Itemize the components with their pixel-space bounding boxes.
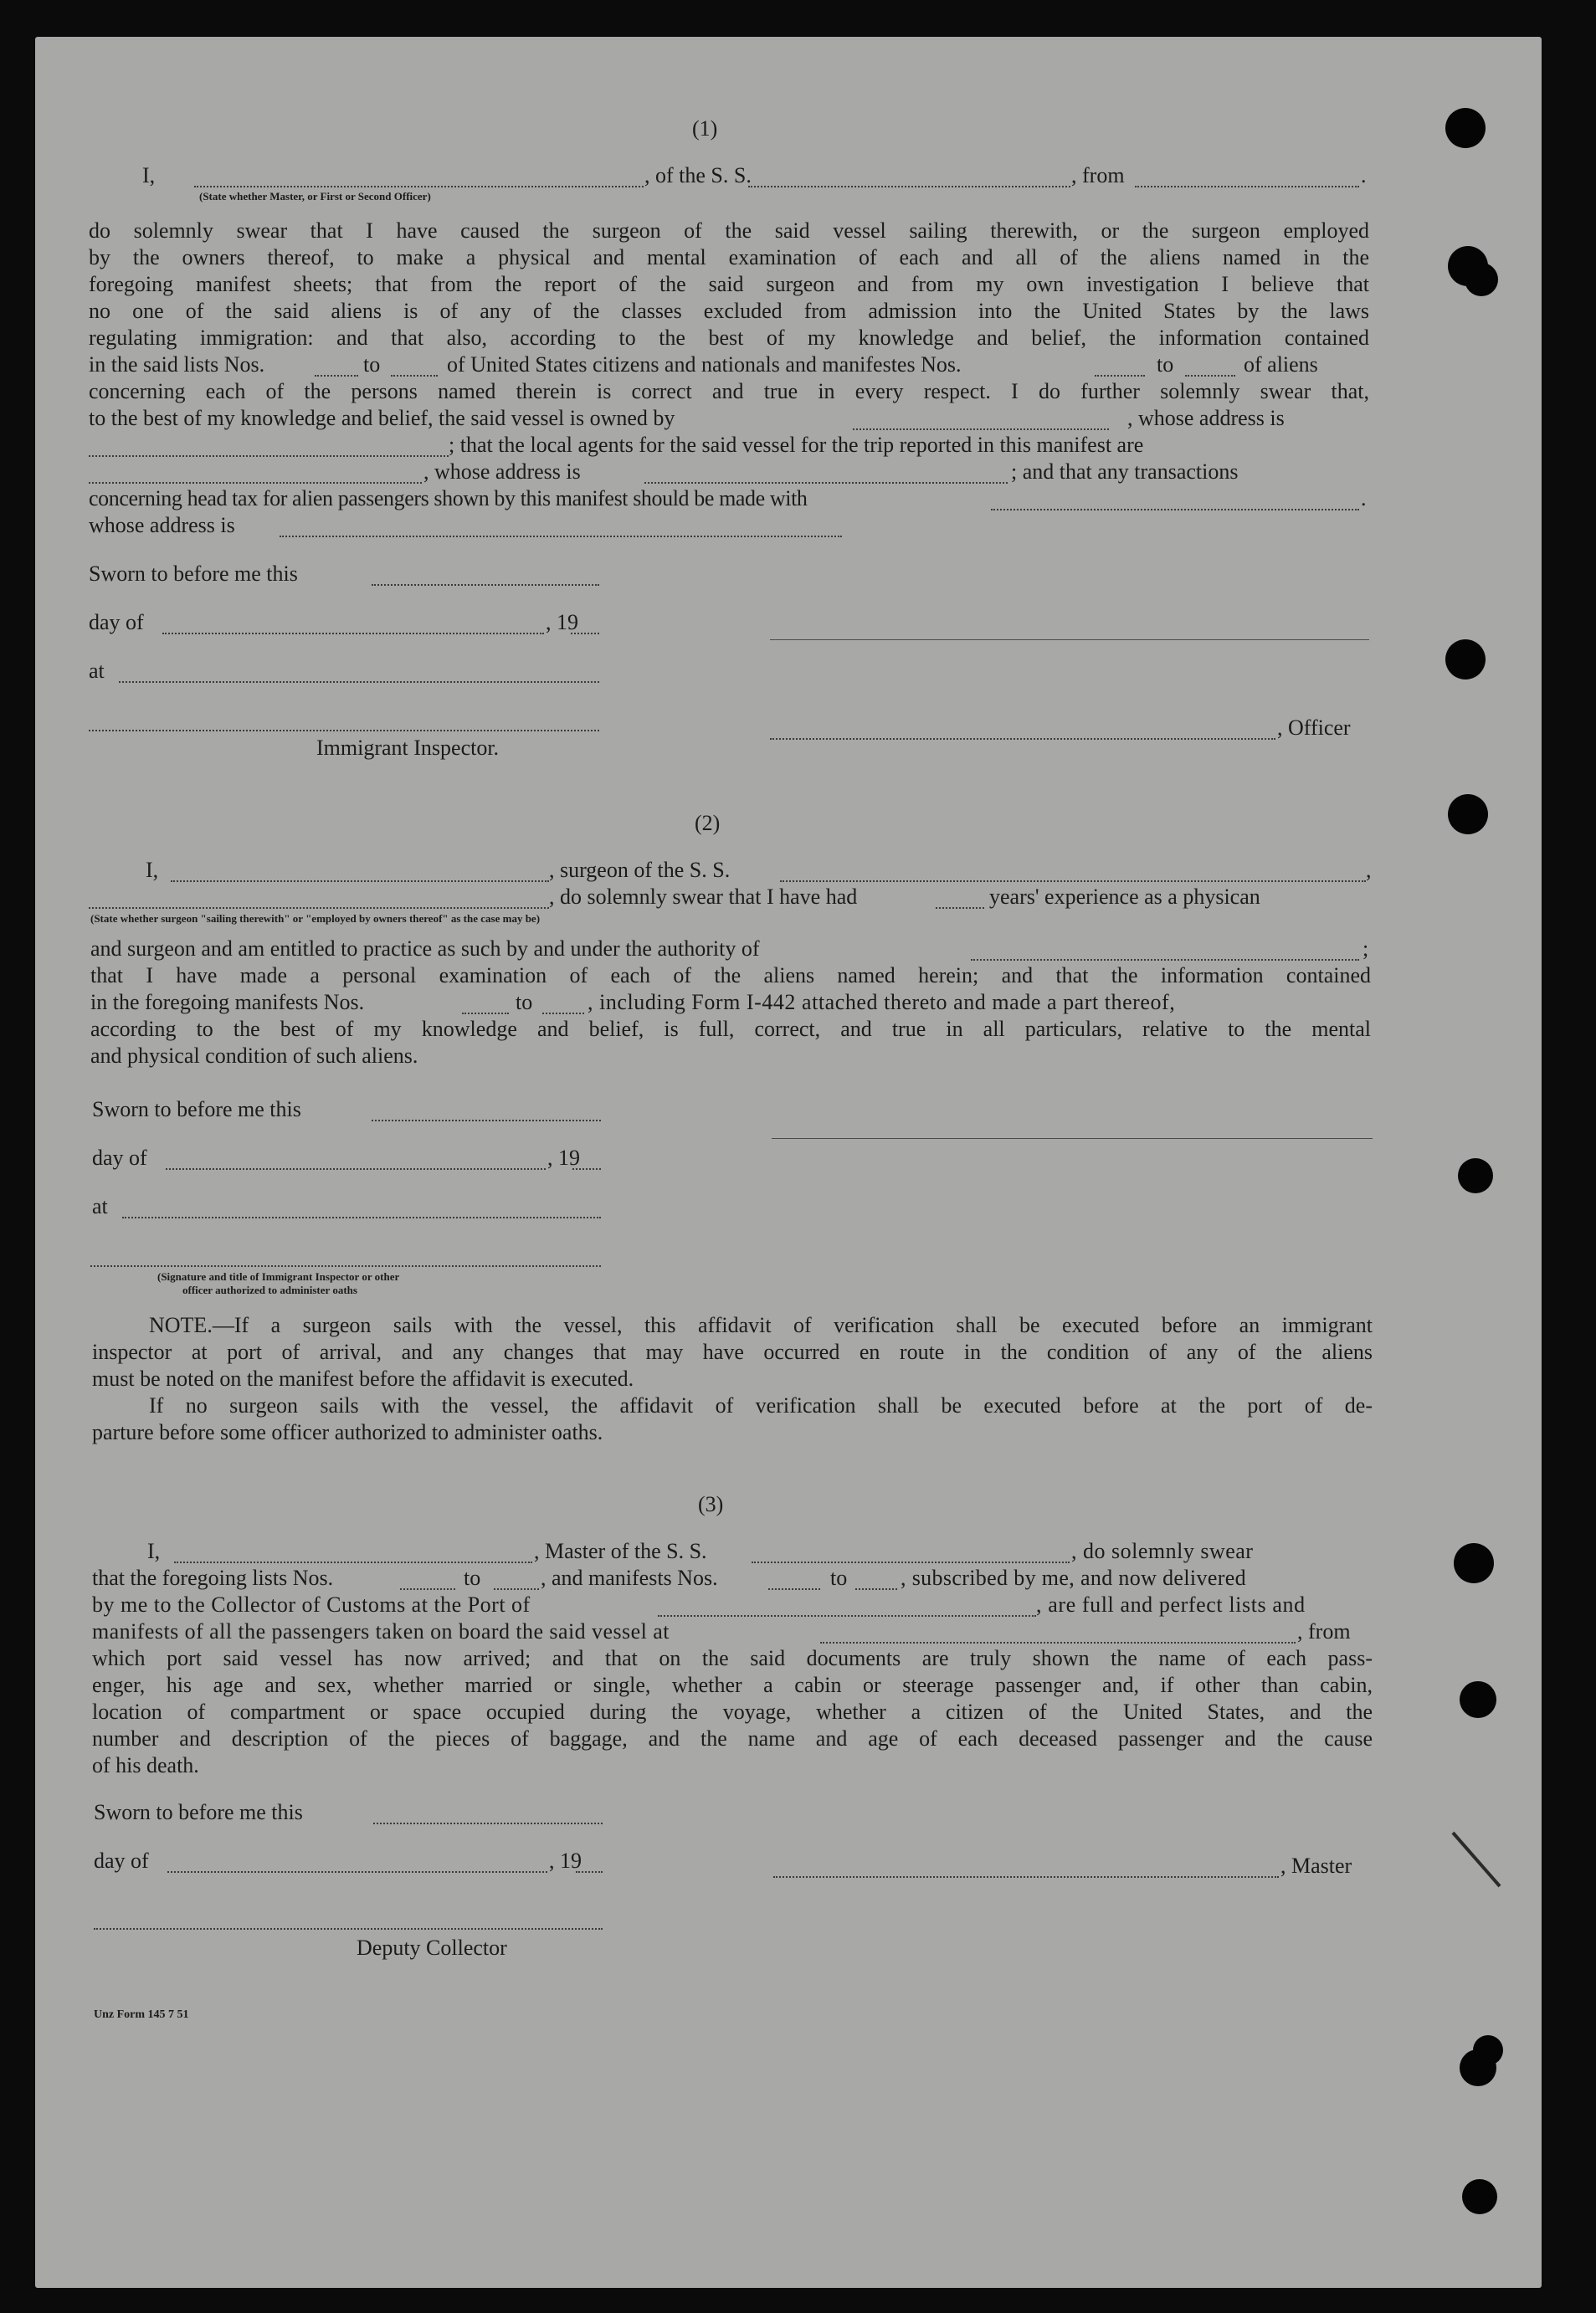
- section-1-heading: (1): [692, 116, 718, 141]
- s2-comma: ,: [1366, 858, 1372, 882]
- s1-officer-signature-field[interactable]: [770, 738, 1275, 740]
- s1-owned-label: to the best of my knowledge and belief, the said vessel is owned by: [89, 406, 675, 430]
- form-page: [35, 37, 1542, 2288]
- s1-manifests-from-field[interactable]: [1095, 375, 1145, 377]
- s1-line-5: regulating immigration: and that also, according to the best of my knowledge and belief, the information contained: [89, 326, 1369, 350]
- s2-authority-field[interactable]: [971, 959, 1359, 961]
- s2-manifests-to-field[interactable]: [542, 1013, 584, 1014]
- punch-hole: [1448, 794, 1488, 834]
- s2-year-field[interactable]: [572, 1168, 601, 1170]
- s2-semicolon: ;: [1363, 936, 1369, 961]
- s2-line-2: that I have made a personal examination of each of the aliens named herein; and that the information contained: [90, 963, 1371, 987]
- s1-address-label: , whose address is: [1127, 406, 1285, 430]
- s1-from-field[interactable]: [1135, 186, 1359, 187]
- s1-at-field[interactable]: [119, 681, 599, 683]
- s3-year-field[interactable]: [576, 1871, 603, 1873]
- s2-manifests-from-field[interactable]: [462, 1013, 509, 1014]
- s1-agents-label: ; that the local agents for the said vessel for the trip reported in this manifest are: [449, 433, 1144, 457]
- s3-year-label: , 19: [549, 1849, 582, 1873]
- s1-inspector-label: Immigrant Inspector.: [316, 736, 500, 760]
- s2-signature-hint-2: officer authorized to administer oaths: [182, 1284, 357, 1296]
- s1-owner-field[interactable]: [853, 428, 1109, 430]
- s1-officer-field[interactable]: [194, 186, 644, 187]
- s3-from-label: , from: [1297, 1619, 1351, 1644]
- s2-surgeon-type-field[interactable]: [89, 907, 549, 909]
- s3-subscribed-label: , subscribed by me, and now delivered: [901, 1566, 1246, 1590]
- punch-hole: [1454, 1543, 1494, 1583]
- s2-years-field[interactable]: [936, 907, 984, 909]
- s3-manifests-to-field[interactable]: [855, 1588, 897, 1590]
- punch-hole: [1473, 2035, 1503, 2065]
- s1-sworn-date-field[interactable]: [372, 584, 599, 586]
- s2-note-5: parture before some officer authorized to administer oaths.: [92, 1420, 603, 1444]
- s2-authority-label: and surgeon and am entitled to practice as such by and under the authority of: [90, 936, 760, 961]
- punch-hole: [1465, 263, 1498, 296]
- s2-note-3: must be noted on the manifest before the affidavit is executed.: [92, 1367, 634, 1391]
- s3-lists-from-field[interactable]: [400, 1588, 455, 1590]
- punch-hole: [1460, 1681, 1496, 1718]
- punch-hole: [1458, 1158, 1493, 1193]
- s2-surgeon-label: , surgeon of the S. S.: [549, 858, 731, 882]
- s2-note-2: inspector at port of arrival, and any changes that may have occurred en route in the condition of any of the aliens: [92, 1340, 1373, 1364]
- s1-of-ss-label: , of the S. S.: [644, 163, 752, 187]
- s1-sworn-label: Sworn to before me this: [89, 562, 298, 586]
- s3-master-sig-label: , Master: [1280, 1854, 1352, 1878]
- s3-lists-label: that the foregoing lists Nos.: [92, 1566, 334, 1590]
- s3-port-field[interactable]: [658, 1615, 1036, 1617]
- s3-swear-label: , do solemnly swear: [1071, 1539, 1254, 1563]
- s1-owner-address-field[interactable]: [89, 455, 449, 457]
- s1-officer-signature-line-1[interactable]: [770, 639, 1369, 640]
- s1-vessel-field[interactable]: [748, 186, 1070, 187]
- s3-port-label: by me to the Collector of Customs at the Port of: [92, 1592, 531, 1617]
- s3-i-label: I,: [147, 1539, 161, 1563]
- s3-full-lists-label: , are full and perfect lists and: [1036, 1592, 1306, 1617]
- s1-headtax-address-field[interactable]: [280, 536, 842, 537]
- s2-line-4: according to the best of my knowledge and belief, is full, correct, and true in all particulars, relative to the mental: [90, 1017, 1371, 1041]
- s2-line-5: and physical condition of such aliens.: [90, 1044, 418, 1068]
- s3-deputy-signature-field[interactable]: [94, 1928, 603, 1930]
- s3-line-4: which port said vessel has now arrived; and that on the said documents are truly shown the name of each pass-: [92, 1646, 1373, 1670]
- s3-master-label: , Master of the S. S.: [534, 1539, 707, 1563]
- s3-to-label-2: to: [830, 1566, 848, 1590]
- s1-line-7: concerning each of the persons named therein is correct and true in every respect. I do further solemnly swear that,: [89, 379, 1369, 403]
- s1-line-3: foregoing manifest sheets; that from the report of the said surgeon and from my own investigation I believe that: [89, 272, 1369, 296]
- s1-officer-hint: (State whether Master, or First or Second Officer): [199, 190, 431, 203]
- s1-aliens-label: of aliens: [1244, 352, 1318, 377]
- s2-i-label: I,: [146, 858, 159, 882]
- s3-manifests-label: , and manifests Nos.: [541, 1566, 718, 1590]
- s3-day-field[interactable]: [167, 1871, 547, 1873]
- s2-year-label: , 19: [547, 1146, 580, 1170]
- s3-lists-to-field[interactable]: [494, 1588, 539, 1590]
- s1-agent-address-label: , whose address is: [423, 459, 581, 484]
- s2-signature-hint-1: (Signature and title of Immigrant Inspector or other: [157, 1270, 400, 1283]
- s1-to-label: to: [363, 352, 381, 377]
- s2-note-4: If no surgeon sails with the vessel, the affidavit of verification shall be executed before at the port of de-: [149, 1393, 1373, 1418]
- s2-manifests-label: in the foregoing manifests Nos.: [90, 990, 365, 1014]
- s2-sworn-label: Sworn to before me this: [92, 1097, 301, 1121]
- s1-agent-address-field[interactable]: [644, 482, 1008, 484]
- s1-line-4: no one of the said aliens is of any of the classes excluded from admission into the United States by the laws: [89, 299, 1369, 323]
- s2-inspector-signature-field[interactable]: [90, 1265, 601, 1267]
- punch-hole: [1445, 108, 1486, 148]
- s2-day-field[interactable]: [166, 1168, 546, 1170]
- s2-experience-label: years' experience as a physican: [989, 885, 1260, 909]
- s3-master-name-field[interactable]: [174, 1562, 532, 1563]
- s1-headtax-period: .: [1361, 486, 1367, 510]
- section-3-heading: (3): [698, 1492, 724, 1516]
- s1-line-1: do solemnly swear that I have caused the surgeon of the said vessel sailing therewith, or the surgeon employed: [89, 218, 1369, 243]
- staple-mark: [1450, 1828, 1508, 1895]
- s2-vessel-field[interactable]: [780, 880, 1366, 882]
- s2-surgeon-type-hint: (State whether surgeon "sailing therewith" or "employed by owners thereof" as the case may be): [90, 912, 541, 925]
- s1-day-field[interactable]: [162, 633, 544, 634]
- s1-headtax-label: concerning head tax for alien passengers shown by this manifest should be made with: [89, 486, 808, 510]
- s1-lists-from-field[interactable]: [315, 375, 358, 377]
- s2-at-label: at: [92, 1194, 108, 1218]
- s3-line-6: location of compartment or space occupied during the voyage, whether a citizen of the United States, and the: [92, 1700, 1373, 1724]
- s3-line-8: of his death.: [92, 1753, 199, 1777]
- s2-at-field[interactable]: [122, 1217, 601, 1218]
- s1-period: .: [1361, 163, 1367, 187]
- s3-master-signature-field[interactable]: [773, 1876, 1279, 1878]
- s3-vessel-field[interactable]: [752, 1562, 1070, 1563]
- form-number: Unz Form 145 7 51: [94, 2008, 189, 2021]
- s1-citizens-label: of United States citizens and nationals and manifestes Nos.: [447, 352, 962, 377]
- s1-i-label: I,: [142, 163, 156, 187]
- s3-deputy-label: Deputy Collector: [357, 1936, 507, 1960]
- s3-taken-label: manifests of all the passengers taken on board the said vessel at: [92, 1619, 670, 1644]
- s1-lists-label: in the said lists Nos.: [89, 352, 265, 377]
- s1-from-label: , from: [1071, 163, 1125, 187]
- s1-at-label: at: [89, 659, 105, 683]
- s3-origin-field[interactable]: [820, 1642, 1296, 1644]
- s2-dayof-label: day of: [92, 1146, 147, 1170]
- punch-hole: [1462, 2179, 1497, 2214]
- s1-whose-address-label: whose address is: [89, 513, 235, 537]
- s1-to-label-2: to: [1157, 352, 1174, 377]
- s1-manifests-to-field[interactable]: [1185, 375, 1235, 377]
- s1-officer-label: , Officer: [1277, 715, 1351, 740]
- s1-lists-to-field[interactable]: [391, 375, 438, 377]
- s1-agents-field[interactable]: [89, 482, 422, 484]
- s3-sworn-date-field[interactable]: [373, 1823, 603, 1824]
- s3-manifests-from-field[interactable]: [768, 1588, 820, 1590]
- section-2-heading: (2): [695, 811, 721, 835]
- s3-sworn-label: Sworn to before me this: [94, 1800, 303, 1824]
- s1-line-2: by the owners thereof, to make a physical and mental examination of each and all of the aliens named in the: [89, 245, 1369, 269]
- s3-to-label: to: [464, 1566, 481, 1590]
- s1-headtax-field[interactable]: [991, 509, 1359, 510]
- punch-hole: [1445, 639, 1486, 680]
- s3-line-7: number and description of the pieces of baggage, and the name and age of each deceased passenger and the cause: [92, 1726, 1373, 1751]
- s1-transactions-label: ; and that any transactions: [1011, 459, 1239, 484]
- s2-surgeon-signature-line[interactable]: [772, 1138, 1373, 1139]
- s3-dayof-label: day of: [94, 1849, 149, 1873]
- s2-surgeon-name-field[interactable]: [171, 880, 549, 882]
- s1-dayof-label: day of: [89, 610, 144, 634]
- s2-to-label: to: [516, 990, 533, 1014]
- s1-year-label: , 19: [546, 610, 578, 634]
- s3-line-5: enger, his age and sex, whether married or single, whether a cabin or steerage passenger and, if other than cabin,: [92, 1673, 1373, 1697]
- s2-sworn-date-field[interactable]: [372, 1120, 601, 1121]
- s2-note-1: NOTE.—If a surgeon sails with the vessel, this affidavit of verification shall be executed before an immigrant: [149, 1313, 1373, 1337]
- s2-swear-label: , do solemnly swear that I have had: [549, 885, 858, 909]
- s1-year-field[interactable]: [571, 633, 599, 634]
- s2-form-label: , including Form I-442 attached thereto and made a part thereof,: [588, 990, 1176, 1014]
- s1-inspector-signature-field[interactable]: [89, 730, 599, 731]
